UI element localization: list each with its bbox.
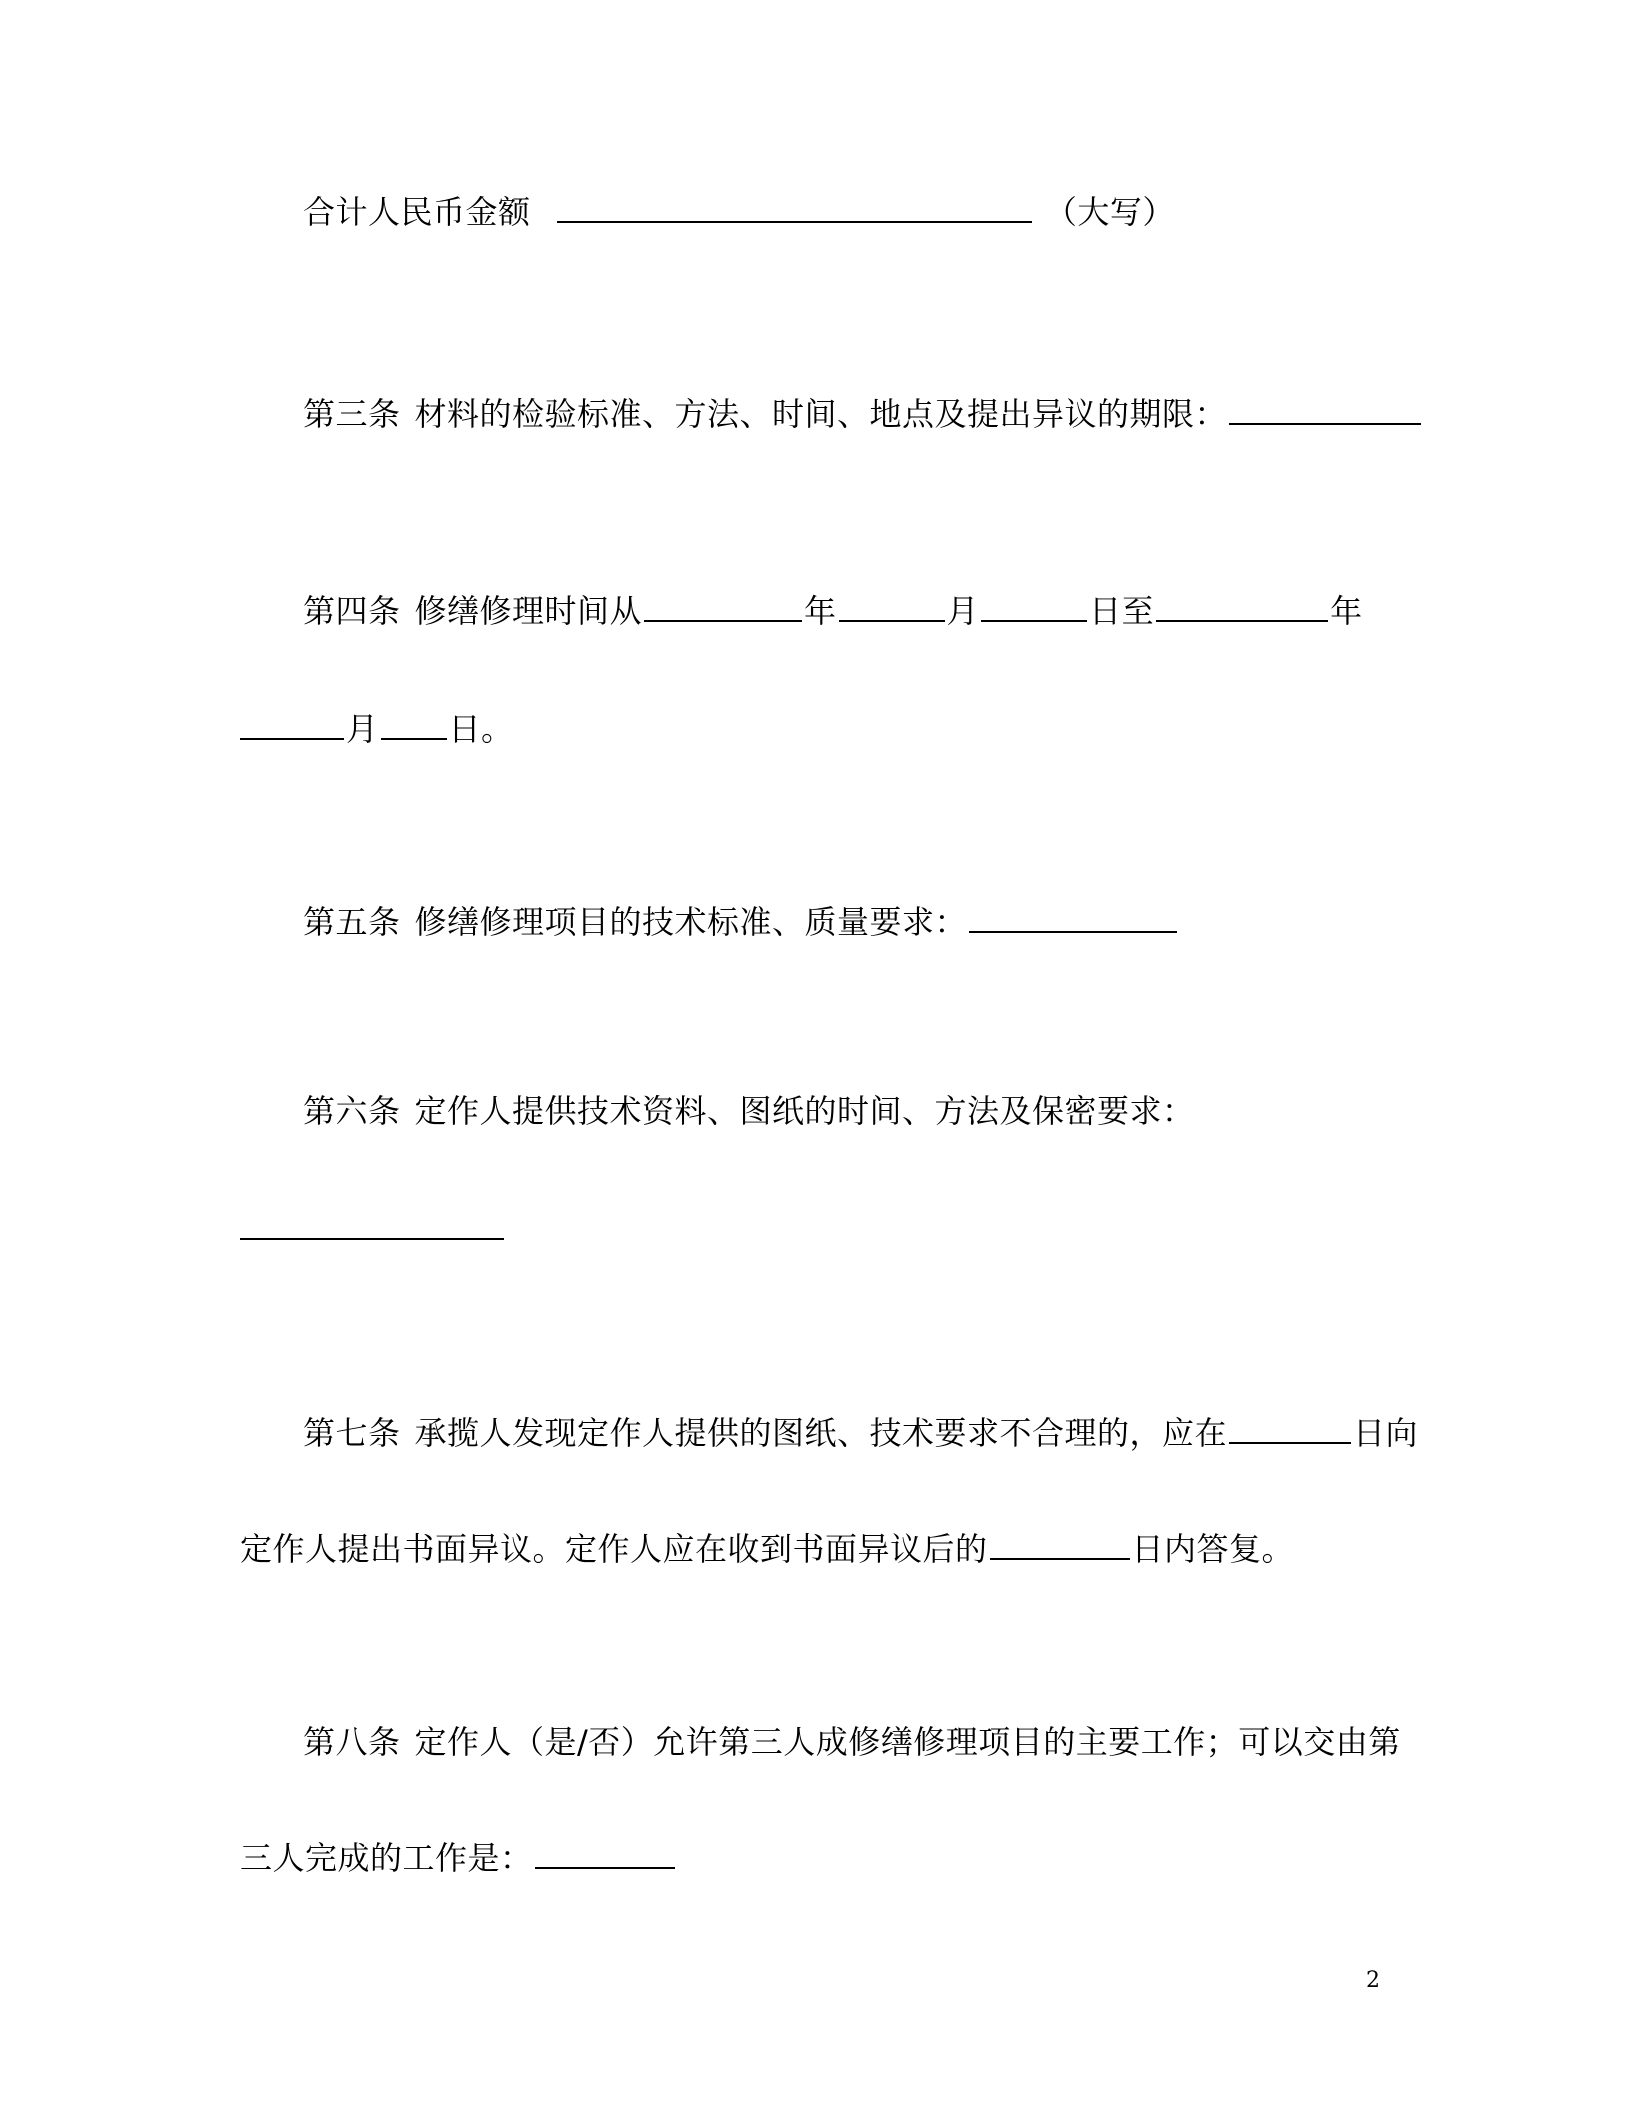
article-4-month-end-blank[interactable] <box>240 710 344 740</box>
article-4-month-end-label: 月 <box>346 710 379 748</box>
total-amount-blank[interactable] <box>557 193 1032 223</box>
article-7-text-a: 承揽人发现定作人提供的图纸、技术要求不合理的，应在 <box>414 1414 1228 1452</box>
article-6-blank[interactable] <box>240 1210 504 1240</box>
article-7-text-c: 定作人提出书面异议。定作人应在收到书面异议后的 <box>240 1530 988 1568</box>
article-6-title: 第六条 <box>303 1092 401 1130</box>
total-amount-suffix: （大写） <box>1044 193 1175 231</box>
article-4-year-start-label: 年 <box>804 592 837 630</box>
article-6-line <box>303 1091 1195 1131</box>
article-4-year-end-blank[interactable] <box>1156 592 1328 622</box>
article-4-year-start-blank[interactable] <box>644 592 802 622</box>
article-5-line <box>303 902 1179 942</box>
article-4-title: 第四条 <box>303 592 401 630</box>
article-4-day-to-label: 日至 <box>1089 592 1155 630</box>
article-5-text: 修缮修理项目的技术标准、质量要求： <box>414 903 968 941</box>
article-3-title: 第三条 <box>303 395 401 433</box>
total-amount-label: 合计人民币金额 <box>303 193 531 231</box>
article-7-line-1 <box>303 1413 1418 1453</box>
article-8-blank[interactable] <box>535 1839 675 1869</box>
page-number: 2 <box>1366 1968 1380 1993</box>
article-4-year-end-label: 年 <box>1330 592 1363 630</box>
article-4-day-end-blank[interactable] <box>381 710 447 740</box>
article-5-title: 第五条 <box>303 903 401 941</box>
article-4-line-2 <box>240 709 514 749</box>
article-4-day-start-blank[interactable] <box>981 592 1087 622</box>
article-8-line-1 <box>303 1722 1401 1762</box>
article-4-month-start-label: 月 <box>946 592 980 630</box>
article-3-line <box>303 394 1423 434</box>
article-8-line-2 <box>240 1838 677 1878</box>
article-4-line-1 <box>303 591 1363 631</box>
article-6-text: 定作人提供技术资料、图纸的时间、方法及保密要求： <box>414 1092 1195 1130</box>
article-4-month-start-blank[interactable] <box>839 592 945 622</box>
article-7-days-notice-blank[interactable] <box>1229 1414 1351 1444</box>
article-7-line-2 <box>240 1529 1294 1569</box>
article-4-day-end-label: 日。 <box>448 710 514 748</box>
article-4-text-a: 修缮修理时间从 <box>414 592 643 630</box>
article-7-title: 第七条 <box>303 1414 401 1452</box>
article-3-text: 材料的检验标准、方法、时间、地点及提出异议的期限： <box>414 395 1228 433</box>
article-6-blank-line <box>240 1209 506 1249</box>
total-amount-line <box>303 192 1175 232</box>
article-7-text-b: 日向 <box>1353 1414 1419 1452</box>
article-7-days-reply-blank[interactable] <box>990 1530 1130 1560</box>
article-5-blank[interactable] <box>969 903 1177 933</box>
article-8-text-a: 定作人（是/否）允许第三人成修缮修理项目的主要工作；可以交由第 <box>414 1723 1401 1761</box>
article-8-title: 第八条 <box>303 1723 401 1761</box>
article-7-text-d: 日内答复。 <box>1131 1530 1295 1568</box>
article-8-text-b: 三人完成的工作是： <box>240 1839 533 1877</box>
article-3-blank[interactable] <box>1229 395 1421 425</box>
